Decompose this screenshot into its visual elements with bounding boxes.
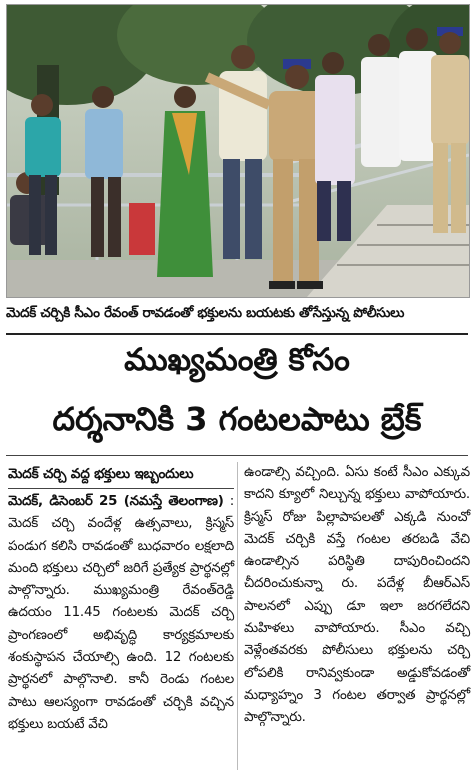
article-column-left [8, 462, 234, 736]
article-text-left: : మెదక్ చర్చి వందేళ్ల ఉత్సవాలు, క్రిస్మస్ పండుగ కలిసి రావడంతో బుధవారం లక్షలాది మంది భక్తులు చర్చిలో జరిగే ప్రత్యేక ప్రార్థనల్లో పాల్గొన్నారు. ముఖ్యమంత్రి రేవంత్‌రెడ్డి ఉదయం 11.45 గంటలకు మెదక్ చర్చి ప్రాంగణంలో అభివృద్ధి కార్యక్రమాలకు శంకుస్థాపన చేయాల్సి ఉంది. 12 గంటలకు ప్రార్థనలో పాల్గొనాలి. కానీ రెండు గంటల పాటు ఆలస్యంగా రావడంతో చర్చికి వచ్చిన భక్తులు బయటే వేచి [8, 494, 234, 732]
caption-divider [6, 333, 468, 335]
headline-divider [6, 455, 468, 456]
article-text-right: ఉండాల్సి వచ్చింది. ఏసు కంటే సీఎం ఎక్కువ కాదని క్యూలో నిల్చున్న భక్తులు వాపోయారు. క్రిస్మస్ రోజు పిల్లాపాపలతో ఎక్కడి నుంచో మెదక్ చర్చికి వస్తే గంటల తరబడి వేచి ఉండాల్సిన పరిస్థితి దాపురించిందని చీదరించుకున్నా రు. పదేళ్ల బీఆర్ఎస్ పాలనలో ఎప్పు డూ ఇలా జరగలేదని మహిళలు వాపోయారు. సీఎం వచ్చి వెళ్లేంతవరకు పోలీసులు భక్తులను చర్చి లోపలికి రానివ్వకుండా అడ్డుకోవడంతో మధ్యాహ్నం 3 గంటల తర్వాత ప్రార్థనల్లో పాల్గొన్నారు. [244, 465, 470, 726]
article-body-left [8, 491, 234, 736]
photo-caption: మెదక్ చర్చికి సీఎం రేవంత్ రావడంతో భక్తులను బయటకు తోసేస్తున్న పోలీసులు [6, 305, 405, 321]
column-divider [237, 462, 238, 770]
article-column-right [244, 462, 470, 730]
article-dateline: మెదక్, డిసెంబర్ 25 (నమస్తే తెలంగాణ) [8, 494, 224, 509]
headline-line-1: ముఖ్యమంత్రి కోసం [124, 342, 350, 378]
news-photo [6, 4, 470, 298]
article-subhead: మెదక్ చర్చి వద్ద భక్తులు ఇబ్బందులు [8, 466, 194, 482]
news-photo-illustration [7, 5, 469, 297]
subhead-rule [8, 488, 234, 489]
headline-line-2: దర్శనానికి 3 గంటలపాటు బ్రేక్ [52, 400, 422, 438]
